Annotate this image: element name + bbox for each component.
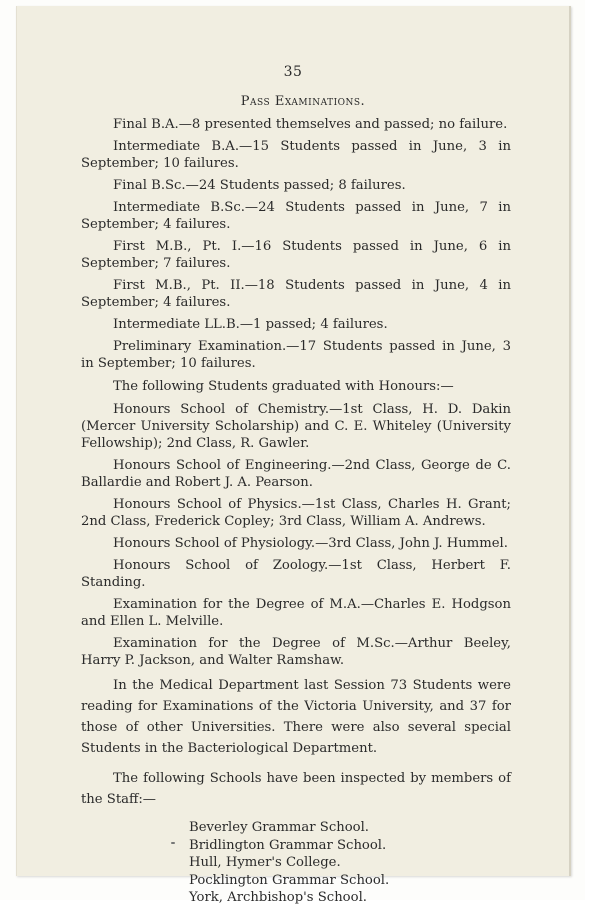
page-body bbox=[81, 116, 511, 907]
paragraph-honours-zoology: Honours School of Zoology.—1st Class, Herbert F. Standing. bbox=[81, 558, 511, 590]
ink-speck bbox=[171, 842, 175, 844]
list-item: Pocklington Grammar School. bbox=[189, 872, 390, 888]
paragraph-first-mb-pt2: First M.B., Pt. II.—18 Students passed in June, 4 in September; 4 failures. bbox=[81, 278, 511, 310]
list-item: Bridlington Grammar School. bbox=[189, 837, 387, 853]
paragraph-intermediate-bsc: Intermediate B.Sc.—24 Students passed in June, 7 in September; 4 failures. bbox=[81, 200, 511, 232]
paragraph-preliminary-exam: Preliminary Examination.—17 Students passed in June, 3 in September; 10 failures. bbox=[81, 339, 511, 371]
paragraph-honours-intro: The following Students graduated with Honours:— bbox=[113, 379, 454, 394]
paragraph-degree-msc: Examination for the Degree of M.Sc.—Arthur Beeley, Harry P. Jackson, and Walter Ramshaw. bbox=[81, 636, 511, 668]
paragraph-intermediate-llb: Intermediate LL.B.—1 passed; 4 failures. bbox=[113, 317, 388, 332]
paragraph-honours-physiology: Honours School of Physiology.—3rd Class, John J. Hummel. bbox=[113, 536, 508, 551]
paragraph-final-ba: Final B.A.—8 presented themselves and passed; no failure. bbox=[113, 117, 508, 132]
paragraph-honours-physics: Honours School of Physics.—1st Class, Charles H. Grant; 2nd Class, Frederick Copley; 3rd Class, William A. Andrews. bbox=[81, 497, 511, 529]
page-number: 35 bbox=[283, 64, 303, 80]
paragraph-degree-ma: Examination for the Degree of M.A.—Charles E. Hodgson and Ellen L. Melville. bbox=[81, 597, 511, 629]
list-item: York, Archbishop's School. bbox=[189, 890, 367, 905]
paragraph-honours-chemistry: Honours School of Chemistry.—1st Class, H. D. Dakin (Mercer University Scholarship) and C. E. Whiteley (University Fellowship); 2nd Class, R. Gawler. bbox=[81, 402, 511, 451]
paragraph-honours-engineering: Honours School of Engineering.—2nd Class, George de C. Ballardie and Robert J. A. Pearson. bbox=[81, 458, 511, 490]
paragraph-first-mb-pt1: First M.B., Pt. I.—16 Students passed in June, 6 in September; 7 failures. bbox=[81, 239, 511, 271]
list-item: Beverley Grammar School. bbox=[189, 820, 369, 835]
section-heading: Pass Examinations. bbox=[240, 94, 366, 109]
list-item: Hull, Hymer's College. bbox=[189, 855, 341, 870]
paragraph-medical-department: In the Medical Department last Session 73 Students were reading for Examinations of the Victoria University, and 37 for those of other Universities. There were also several special Students in the Bacteriological Department. bbox=[81, 678, 511, 756]
document-page bbox=[16, 6, 571, 905]
paragraph-schools-intro: The following Schools have been inspected by members of the Staff:— bbox=[81, 771, 511, 807]
paragraph-intermediate-ba: Intermediate B.A.—15 Students passed in June, 3 in September; 10 failures. bbox=[81, 139, 511, 171]
paragraph-final-bsc: Final B.Sc.—24 Students passed; 8 failures. bbox=[113, 178, 406, 193]
schools-list bbox=[189, 819, 511, 907]
